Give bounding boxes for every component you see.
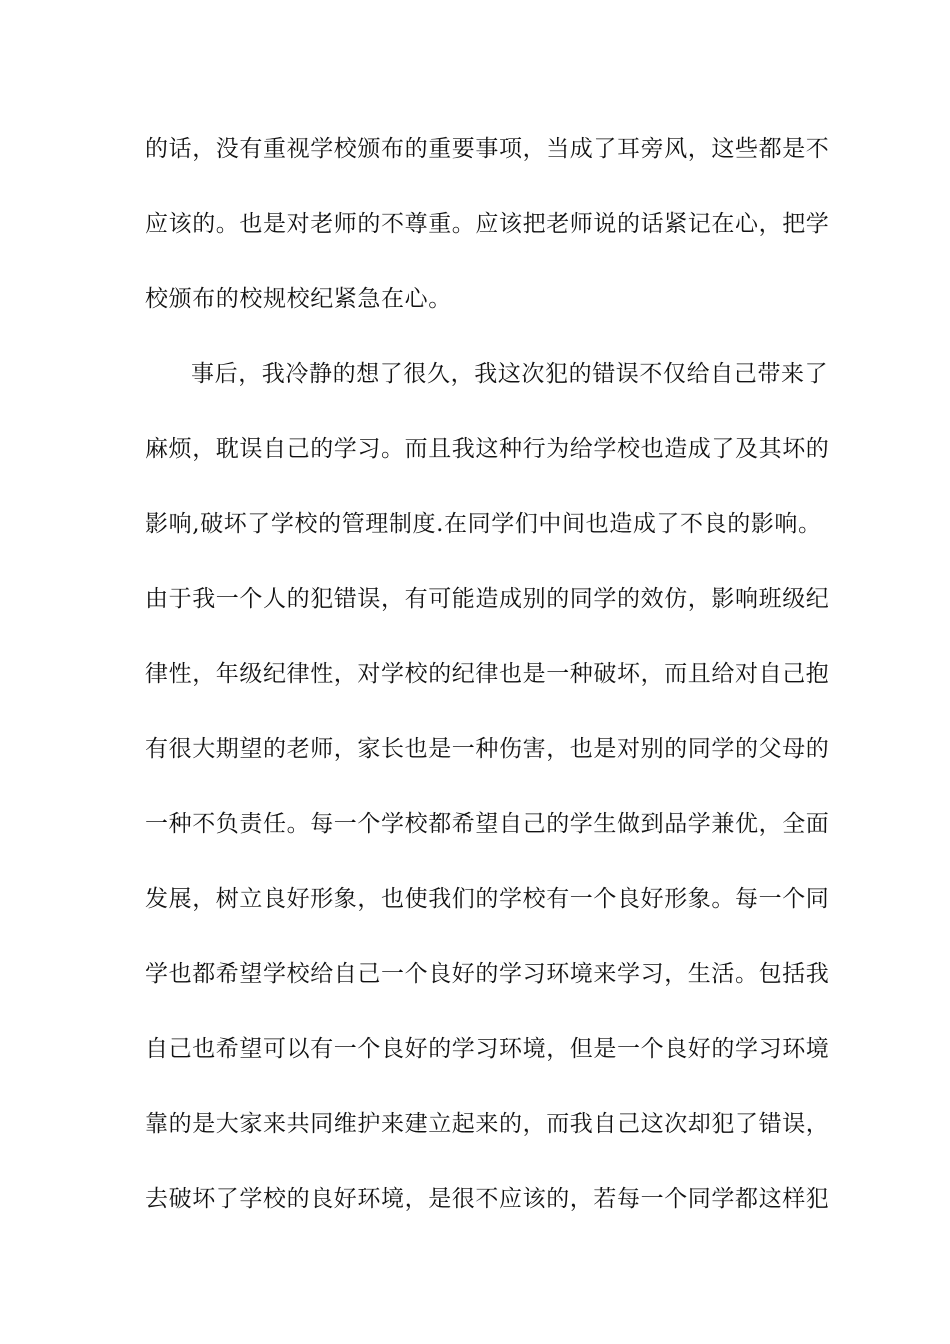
text-line: 自己也希望可以有一个良好的学习环境，但是一个良好的学习环境 <box>145 1036 830 1062</box>
text-line: 去破坏了学校的良好环境，是很不应该的，若每一个同学都这样犯 <box>145 1186 830 1212</box>
text-line: 的话，没有重视学校颁布的重要事项，当成了耳旁风，这些都是不 <box>145 136 830 162</box>
text-line: 有很大期望的老师，家长也是一种伤害，也是对别的同学的父母的 <box>145 736 830 762</box>
text-line: 靠的是大家来共同维护来建立起来的，而我自己这次却犯了错误， <box>145 1111 830 1137</box>
text-line: 影响,破坏了学校的管理制度.在同学们中间也造成了不良的影响。 <box>145 511 822 537</box>
paragraph-start-line: 事后，我冷静的想了很久，我这次犯的错误不仅给自己带来了 <box>191 361 829 387</box>
text-line: 律性，年级纪律性，对学校的纪律也是一种破坏，而且给对自己抱 <box>145 661 830 687</box>
text-line: 由于我一个人的犯错误，有可能造成别的同学的效仿，影响班级纪 <box>145 586 830 612</box>
text-line: 麻烦，耽误自己的学习。而且我这种行为给学校也造成了及其坏的 <box>145 436 830 462</box>
text-line: 校颁布的校规校纪紧急在心。 <box>145 286 452 312</box>
text-line: 应该的。也是对老师的不尊重。应该把老师说的话紧记在心，把学 <box>145 211 830 237</box>
text-line: 学也都希望学校给自己一个良好的学习环境来学习，生活。包括我 <box>145 961 830 987</box>
text-line: 一种不负责任。每一个学校都希望自己的学生做到品学兼优，全面 <box>145 811 830 837</box>
body-text <box>145 112 830 1237</box>
text-line: 发展，树立良好形象，也使我们的学校有一个良好形象。每一个同 <box>145 886 830 912</box>
